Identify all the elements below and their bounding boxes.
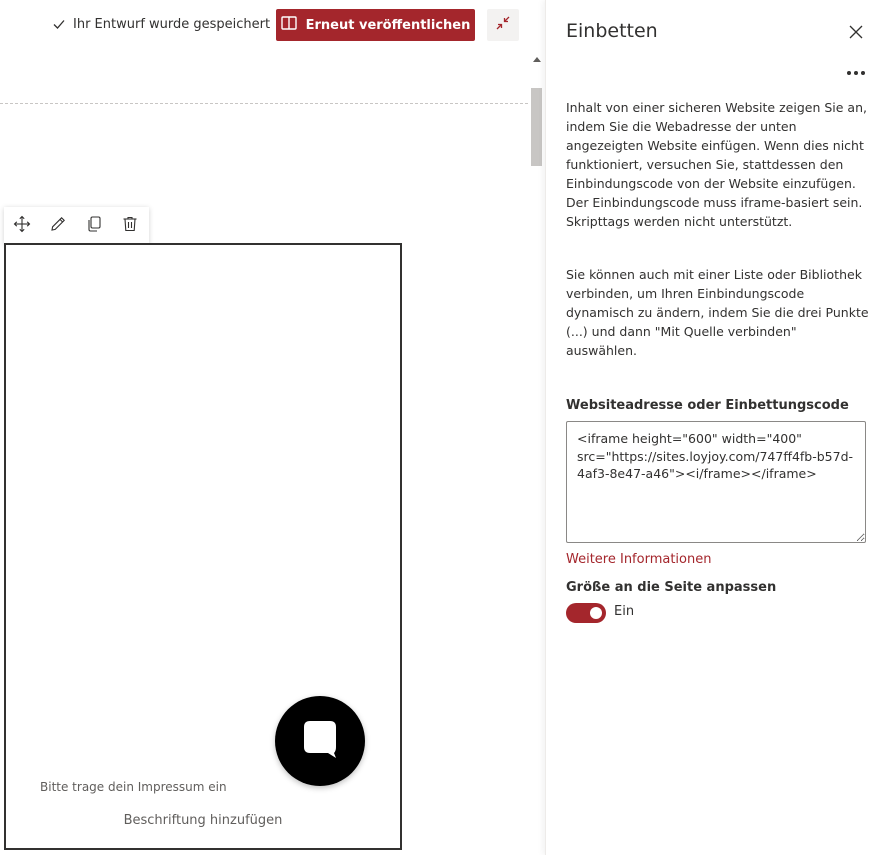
property-pane (545, 0, 886, 855)
more-ellipsis-icon-dot (847, 71, 851, 75)
more-ellipsis-icon-dot (854, 71, 858, 75)
edit-button[interactable] (40, 207, 76, 244)
save-status-text: Ihr Entwurf wurde gespeichert (73, 16, 271, 32)
collapse-arrows-icon (495, 15, 511, 35)
delete-button[interactable] (112, 207, 148, 244)
chat-bubble-icon (298, 717, 342, 765)
delete-trash-icon (121, 215, 139, 237)
scroll-up-arrow-icon[interactable] (528, 50, 545, 67)
edit-pencil-icon (49, 215, 67, 237)
republish-label: Erneut veröffentlichen (305, 17, 471, 33)
embed-code-label: Websiteadresse oder Einbettungscode (566, 398, 849, 413)
save-status (52, 14, 270, 34)
embed-code-field[interactable] (566, 421, 866, 543)
duplicate-button[interactable] (76, 207, 112, 244)
vertical-scrollbar[interactable] (528, 50, 545, 855)
book-open-icon (281, 16, 297, 34)
pane-title: Einbetten (566, 20, 658, 42)
close-button[interactable] (846, 23, 866, 43)
impressum-text: Bitte trage dein Impressum ein (40, 780, 227, 794)
embed-webpart[interactable] (4, 243, 402, 850)
webpart-toolbar (4, 207, 149, 244)
republish-button[interactable] (276, 9, 475, 41)
close-icon (849, 24, 863, 43)
move-icon (13, 215, 31, 237)
scroll-thumb[interactable] (531, 88, 542, 166)
command-bar (0, 0, 545, 50)
collapse-button[interactable] (487, 9, 519, 41)
more-ellipsis-icon-dot (861, 71, 865, 75)
chat-launcher-button[interactable] (275, 696, 365, 786)
fit-to-page-toggle[interactable] (566, 603, 606, 623)
pane-connect-hint: Sie können auch mit einer Liste oder Bibliothek verbinden, um Ihren Einbindungscode dynamisch zu ändern, indem Sie die drei Punkte (...) und dann "Mit Quelle verbinden" auswählen. (566, 267, 869, 358)
toggle-state-text: Ein (614, 604, 635, 619)
pane-description: Inhalt von einer sicheren Website zeigen Sie an, indem Sie die Webadresse der unten angezeigten Website einfügen. Wenn dies nicht funktioniert, versuchen Sie, stattdessen den Einbindungscode von der Website einzufügen. Der Einbindungscode muss iframe-basiert sein. Skripttags werden nicht unterstützt. (566, 100, 867, 229)
more-options-button[interactable] (844, 64, 868, 82)
checkmark-icon (52, 17, 66, 31)
duplicate-icon (85, 215, 103, 237)
toggle-knob (590, 607, 602, 619)
caption-placeholder[interactable]: Beschriftung hinzufügen (123, 813, 283, 828)
move-button[interactable] (4, 207, 40, 244)
section-divider (0, 103, 528, 104)
fit-to-page-label: Größe an die Seite anpassen (566, 580, 777, 595)
more-info-link[interactable]: Weitere Informationen (566, 552, 712, 567)
